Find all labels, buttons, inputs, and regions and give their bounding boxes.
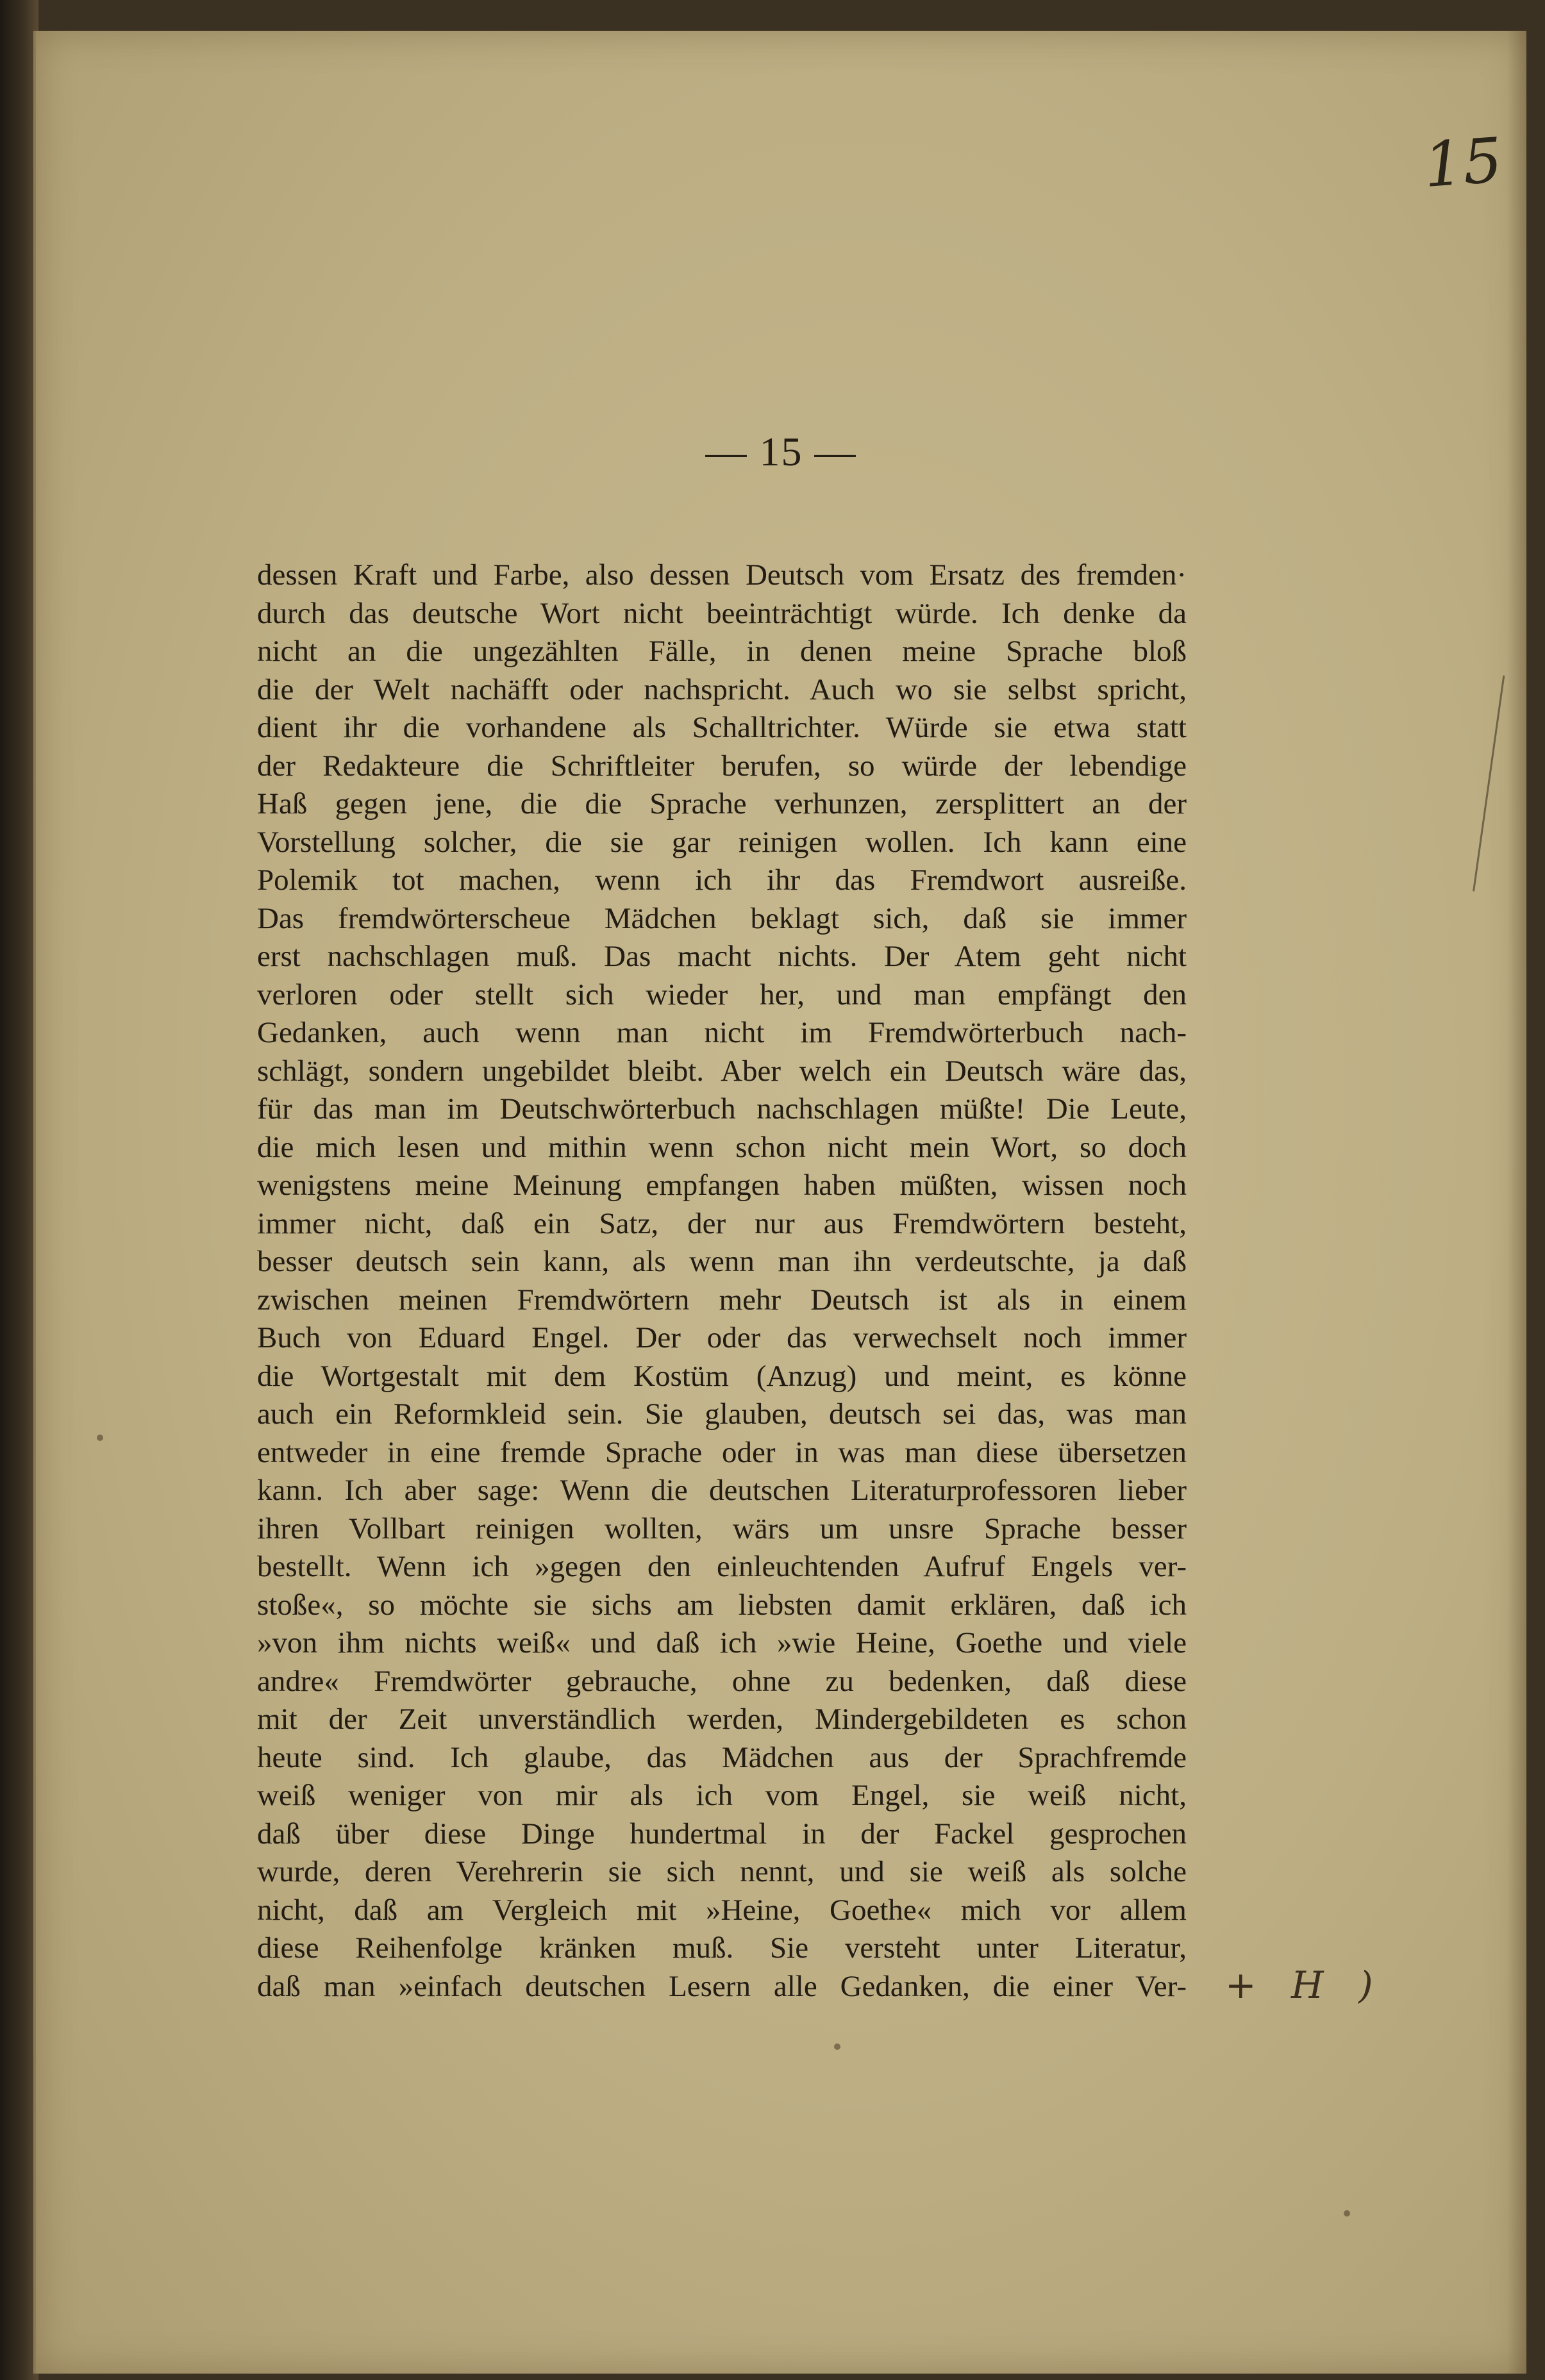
text-line: die der Welt nachäfft oder nachspricht. Auch wo sie selbst spricht, [257, 672, 1187, 706]
text-line: kann. Ich aber sage: Wenn die deutschen Literaturprofessoren lieber [257, 1474, 1187, 1507]
text-line: Gedanken, auch wenn man nicht im Fremdwörterbuch nach- [257, 1016, 1187, 1049]
text-line: wurde, deren Verehrerin sie sich nennt, und sie weiß als solche [257, 1855, 1187, 1888]
text-line: der Redakteure die Schriftleiter berufen, so würde der lebendige [257, 749, 1187, 783]
text-line: heute sind. Ich glaube, das Mädchen aus der Sprachfremde [257, 1740, 1187, 1774]
text-line: dessen Kraft und Farbe, also dessen Deutsch vom Ersatz des fremden· [257, 558, 1187, 592]
paper-speck [97, 1435, 103, 1441]
text-line: nicht an die ungezählten Fälle, in denen meine Sprache bloß [257, 635, 1187, 668]
text-line: für das man im Deutschwörterbuch nachschlagen müßte! Die Leute, [257, 1092, 1187, 1126]
page-edge-shadow [1507, 31, 1526, 2374]
paper-speck [834, 2043, 840, 2050]
text-line: die mich lesen und mithin wenn schon nicht mein Wort, so doch [257, 1130, 1187, 1164]
text-line: entweder in eine fremde Sprache oder in was man diese übersetzen [257, 1435, 1187, 1469]
text-line: immer nicht, daß ein Satz, der nur aus Fremdwörtern besteht, [257, 1206, 1187, 1240]
text-line: daß man »einfach deutschen Lesern alle Gedanken, die einer Ver- [257, 1969, 1187, 2003]
margin-pencil-mark [1435, 670, 1505, 891]
text-line: nicht, daß am Vergleich mit »Heine, Goethe« mich vor allem [257, 1893, 1187, 1927]
text-line: Vorstellung solcher, die sie gar reinigen wollen. Ich kann eine [257, 825, 1187, 859]
text-line: daß über diese Dinge hundertmal in der Fackel gesprochen [257, 1817, 1187, 1851]
paper-speck [1344, 2210, 1350, 2217]
text-line: Haß gegen jene, die die Sprache verhunzen, zersplittert an der [257, 787, 1187, 820]
text-line: verloren oder stellt sich wieder her, und man empfängt den [257, 978, 1187, 1011]
text-line: andre« Fremdwörter gebrauche, ohne zu bedenken, daß diese [257, 1664, 1187, 1698]
text-line: Buch von Eduard Engel. Der oder das verwechselt noch immer [257, 1321, 1187, 1354]
text-line: auch ein Reformkleid sein. Sie glauben, deutsch sei das, was man [257, 1397, 1187, 1431]
text-line: durch das deutsche Wort nicht beeinträchtigt würde. Ich denke da [257, 596, 1187, 630]
text-line: bestellt. Wenn ich »gegen den einleuchtenden Aufruf Engels ver- [257, 1550, 1187, 1583]
handwritten-page-number: 15 [1421, 124, 1505, 202]
text-line: wenigstens meine Meinung empfangen haben müßten, wissen noch [257, 1169, 1187, 1202]
book-page [33, 31, 1526, 2374]
text-line: stoße«, so möchte sie sichs am liebsten damit erklären, daß ich [257, 1588, 1187, 1622]
text-line: schlägt, sondern ungebildet bleibt. Aber welch ein Deutsch wäre das, [257, 1054, 1187, 1088]
text-line: mit der Zeit unverständlich werden, Mindergebildeten es schon [257, 1702, 1187, 1736]
printed-page-number: — 15 — [705, 429, 857, 474]
text-line: Polemik tot machen, wenn ich ihr das Fremdwort ausreiße. [257, 863, 1187, 897]
text-line: diese Reihenfolge kränken muß. Sie versteht unter Literatur, [257, 1931, 1187, 1965]
text-line: Das fremdwörterscheue Mädchen beklagt sich, daß sie immer [257, 901, 1187, 935]
text-line: »von ihm nichts weiß« und daß ich »wie Heine, Goethe und viele [257, 1626, 1187, 1660]
book-binding [0, 0, 38, 2380]
handwritten-margin-note: + H ) [1225, 1963, 1385, 2007]
text-line: dient ihr die vorhandene als Schalltrichter. Würde sie etwa statt [257, 711, 1187, 744]
text-line: weiß weniger von mir als ich vom Engel, sie weiß nicht, [257, 1779, 1187, 1812]
text-line: zwischen meinen Fremdwörtern mehr Deutsch ist als in einem [257, 1283, 1187, 1317]
text-line: die Wortgestalt mit dem Kostüm (Anzug) und meint, es könne [257, 1359, 1187, 1393]
text-line: erst nachschlagen muß. Das macht nichts. Der Atem geht nicht [257, 940, 1187, 973]
text-line: ihren Vollbart reinigen wollten, wärs um unsre Sprache besser [257, 1511, 1187, 1545]
body-text [257, 556, 1187, 2006]
text-line: besser deutsch sein kann, als wenn man ihn verdeutschte, ja daß [257, 1245, 1187, 1278]
